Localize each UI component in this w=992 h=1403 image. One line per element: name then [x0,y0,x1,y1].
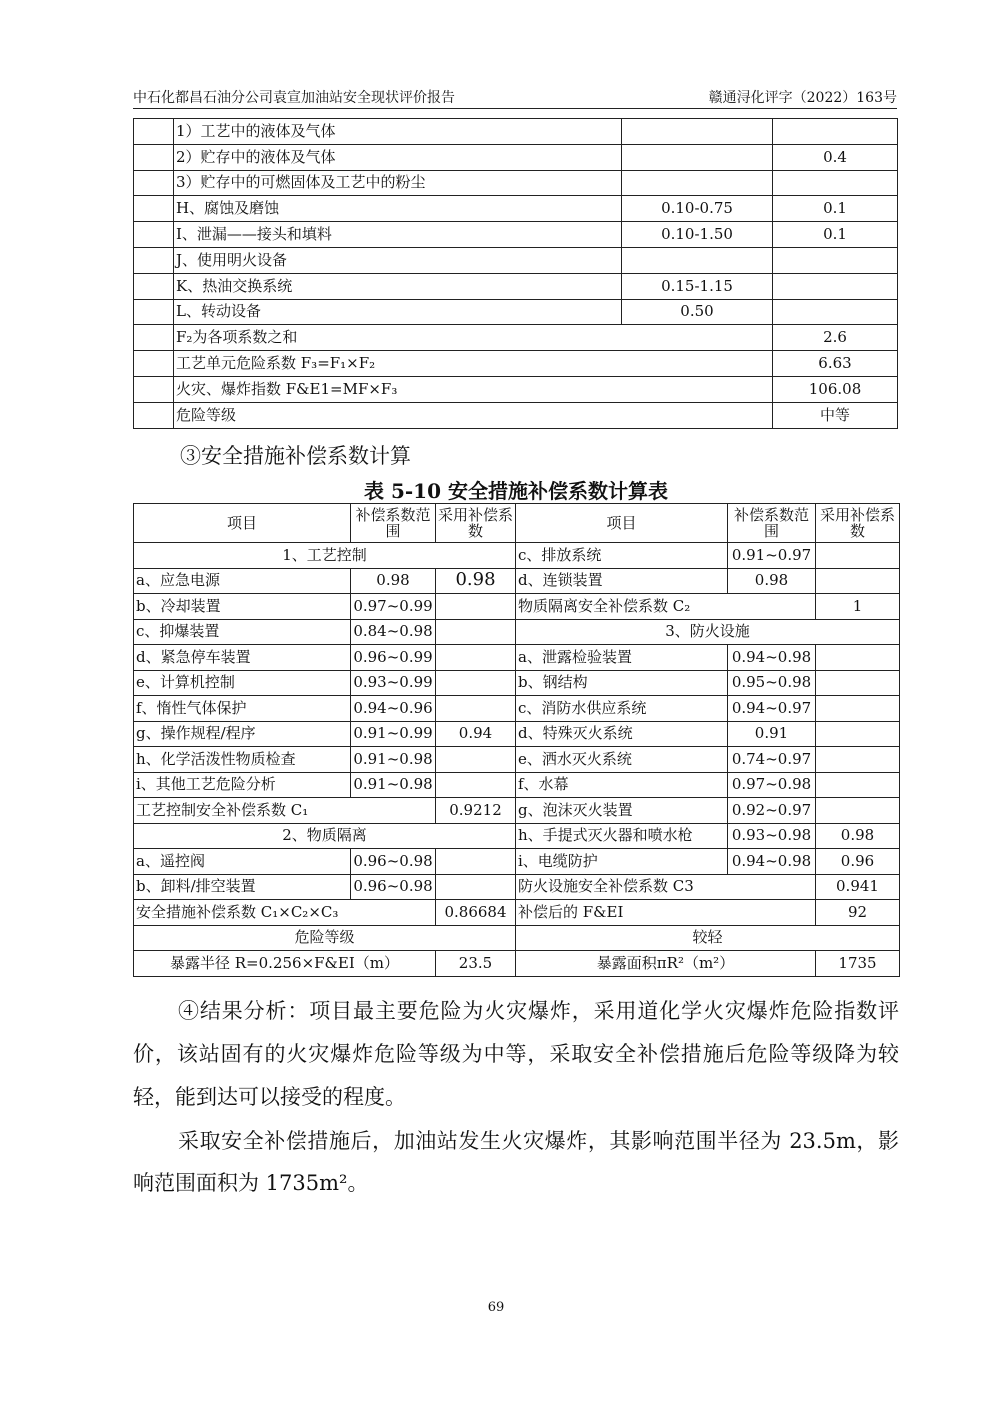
c3-value: 0.941 [816,874,900,900]
value-cell: 0.98 [816,823,900,849]
value-cell [816,568,900,594]
c1-value: 0.9212 [436,798,516,824]
range-cell: 0.15-1.15 [622,273,773,299]
table-row [134,376,898,402]
value-cell [816,645,900,671]
table-row [134,747,900,773]
c3-label: 防火设施安全补偿系数 C3 [516,874,816,900]
col-header: 采用补偿系数 [436,504,516,543]
range-cell: 0.94~0.98 [728,849,816,875]
c2-label: 物质隔离安全补偿系数 C₂ [516,594,816,620]
item-cell: 2）贮存中的液体及气体 [174,144,622,170]
range-cell: 0.94~0.98 [728,645,816,671]
blank-cell [134,351,174,377]
range-cell: 0.91~0.98 [351,747,436,773]
c1-label: 工艺控制安全补偿系数 C₁ [134,798,436,824]
area-label: 暴露面积πR²（m²） [516,951,816,977]
value-cell [436,849,516,875]
blank-cell [134,273,174,299]
range-cell [622,119,773,145]
value-cell: 0.98 [436,568,516,594]
table-row [134,721,900,747]
item-cell: b、卸料/排空装置 [134,874,351,900]
summary-label: 火灾、爆炸指数 F&E1=MF×F₃ [174,376,773,402]
page-header [133,86,897,109]
summary-value: 6.63 [773,351,898,377]
table-row [134,874,900,900]
item-cell: H、腐蚀及磨蚀 [174,196,622,222]
value-cell [436,594,516,620]
item-cell: c、排放系统 [516,543,728,569]
item-cell: c、抑爆装置 [134,619,351,645]
range-cell: 0.93~0.99 [351,670,436,696]
value-cell: 0.1 [773,222,898,248]
range-cell: 0.93~0.98 [728,823,816,849]
summary-value: 2.6 [773,325,898,351]
item-cell: i、其他工艺危险分析 [134,772,351,798]
table-row [134,849,900,875]
risk-label: 危险等级 [134,925,516,951]
value-cell [436,772,516,798]
table-row [134,670,900,696]
range-cell: 0.92~0.97 [728,798,816,824]
value-cell [816,670,900,696]
group-heading: 3、防火设施 [516,619,900,645]
result-analysis-paragraph: ④结果分析：项目最主要危险为火灾爆炸，采用道化学火灾爆炸危险指数评价，该站固有的火灾爆炸危险等级为中等，采取安全补偿措施后危险等级降为较轻，能到达可以接受的程度。 [133,999,899,1109]
value-cell [816,747,900,773]
item-cell: d、特殊灭火系统 [516,721,728,747]
blank-cell [134,299,174,325]
value-cell [436,747,516,773]
range-cell: 0.50 [622,299,773,325]
paired-rows [134,645,900,798]
item-cell: d、紧急停车装置 [134,645,351,671]
blank-cell [134,402,174,428]
value-cell [816,772,900,798]
table-caption: 表 5-10 安全措施补偿系数计算表 [364,479,668,503]
table-row [134,696,900,722]
range-cell: 0.96~0.99 [351,645,436,671]
table-row [134,325,898,351]
item-cell: J、使用明火设备 [174,247,622,273]
table-row [134,798,900,824]
range-cell: 0.98 [351,568,436,594]
range-cell: 0.94~0.97 [728,696,816,722]
table-row [134,144,898,170]
item-cell: 1）工艺中的液体及气体 [174,119,622,145]
col-header: 项目 [134,504,351,543]
fei-value: 92 [816,900,900,926]
blank-cell [134,325,174,351]
range-cell: 0.91~0.97 [728,543,816,569]
item-cell: f、惰性气体保护 [134,696,351,722]
value-cell [436,670,516,696]
item-cell: b、冷却装置 [134,594,351,620]
fei-label: 补偿后的 F&EI [516,900,816,926]
value-cell [816,543,900,569]
risk-value: 较轻 [516,925,900,951]
value-cell [436,696,516,722]
item-cell: a、应急电源 [134,568,351,594]
compensation-table [133,503,900,977]
table-row [134,196,898,222]
range-cell [622,144,773,170]
item-cell: K、热油交换系统 [174,273,622,299]
item-cell: g、操作规程/程序 [134,721,351,747]
table-row [134,594,900,620]
col-header: 项目 [516,504,728,543]
area-value: 1735 [816,951,900,977]
value-cell [773,273,898,299]
radius-label: 暴露半径 R=0.256×F&EI（m） [134,951,436,977]
value-cell: 0.96 [816,849,900,875]
range-cell: 0.74~0.97 [728,747,816,773]
table-row [134,772,900,798]
value-cell [773,119,898,145]
range-cell: 0.95~0.98 [728,670,816,696]
group-heading: 2、物质隔离 [134,823,516,849]
table-row [134,247,898,273]
hazard-factor-table [133,118,898,429]
value-cell [773,299,898,325]
value-cell: 0.94 [436,721,516,747]
item-cell: h、化学活泼性物质检查 [134,747,351,773]
item-cell: e、计算机控制 [134,670,351,696]
item-cell: e、洒水灭火系统 [516,747,728,773]
range-cell: 0.10-1.50 [622,222,773,248]
item-cell: a、遥控阀 [134,849,351,875]
summary-label: 工艺单元危险系数 F₃=F₁×F₂ [174,351,773,377]
summary-label: F₂为各项系数之和 [174,325,773,351]
table-row [134,170,898,196]
summary-label: 危险等级 [174,402,773,428]
range-cell [622,247,773,273]
range-cell: 0.84~0.98 [351,619,436,645]
summary-value: 中等 [773,402,898,428]
blank-cell [134,222,174,248]
range-cell: 0.10-0.75 [622,196,773,222]
hazard-factor-table-body [134,119,898,429]
group-heading: 1、工艺控制 [134,543,516,569]
table-row [134,119,898,145]
value-cell [816,696,900,722]
blank-cell [134,376,174,402]
value-cell [773,170,898,196]
value-cell [816,798,900,824]
item-cell: g、泡沫灭火装置 [516,798,728,824]
value-cell [773,247,898,273]
value-cell: 0.4 [773,144,898,170]
table-row [134,402,898,428]
table-row [134,568,900,594]
item-cell: h、手提式灭火器和喷水枪 [516,823,728,849]
range-cell [622,170,773,196]
col-header: 补偿系数范围 [728,504,816,543]
range-cell: 0.94~0.96 [351,696,436,722]
item-cell: 3）贮存中的可燃固体及工艺中的粉尘 [174,170,622,196]
item-cell: c、消防水供应系统 [516,696,728,722]
range-cell: 0.96~0.98 [351,874,436,900]
blank-cell [134,119,174,145]
value-cell: 0.1 [773,196,898,222]
value-cell [436,619,516,645]
table-row [134,543,900,569]
item-cell: I、泄漏——接头和填料 [174,222,622,248]
item-cell: i、电缆防护 [516,849,728,875]
range-cell: 0.97~0.98 [728,772,816,798]
range-cell: 0.91~0.99 [351,721,436,747]
table-row [134,619,900,645]
range-cell: 0.96~0.98 [351,849,436,875]
col-header: 采用补偿系数 [816,504,900,543]
table-row [134,351,898,377]
total-label: 安全措施补偿系数 C₁×C₂×C₃ [134,900,436,926]
table-row [134,299,898,325]
blank-cell [134,196,174,222]
table-row [134,273,898,299]
page-number: 69 [487,1300,505,1315]
range-cell: 0.98 [728,568,816,594]
section-title: ③安全措施补偿系数计算 [180,444,411,468]
c2-value: 1 [816,594,900,620]
range-cell: 0.91~0.98 [351,772,436,798]
table-row [134,222,898,248]
table-header-row [134,504,900,543]
item-cell: f、水幕 [516,772,728,798]
item-cell: b、钢结构 [516,670,728,696]
table-row [134,900,900,926]
item-cell: a、泄露检验装置 [516,645,728,671]
item-cell: L、转动设备 [174,299,622,325]
table-row [134,951,900,977]
blank-cell [134,144,174,170]
table-row [134,823,900,849]
value-cell [436,874,516,900]
summary-value: 106.08 [773,376,898,402]
value-cell [436,645,516,671]
table-row [134,925,900,951]
total-value: 0.86684 [436,900,516,926]
blank-cell [134,247,174,273]
impact-paragraph: 采取安全补偿措施后，加油站发生火灾爆炸，其影响范围半径为 23.5m，影响范围面积为 1735m²。 [133,1129,899,1195]
radius-value: 23.5 [436,951,516,977]
table-row [134,645,900,671]
blank-cell [134,170,174,196]
col-header: 补偿系数范围 [351,504,436,543]
range-cell: 0.91 [728,721,816,747]
header-report-title: 中石化都昌石油分公司袁宣加油站安全现状评价报告 [133,90,455,106]
value-cell [816,721,900,747]
item-cell: d、连锁装置 [516,568,728,594]
header-doc-number: 赣通浔化评字（2022）163号 [708,90,897,106]
range-cell: 0.97~0.99 [351,594,436,620]
